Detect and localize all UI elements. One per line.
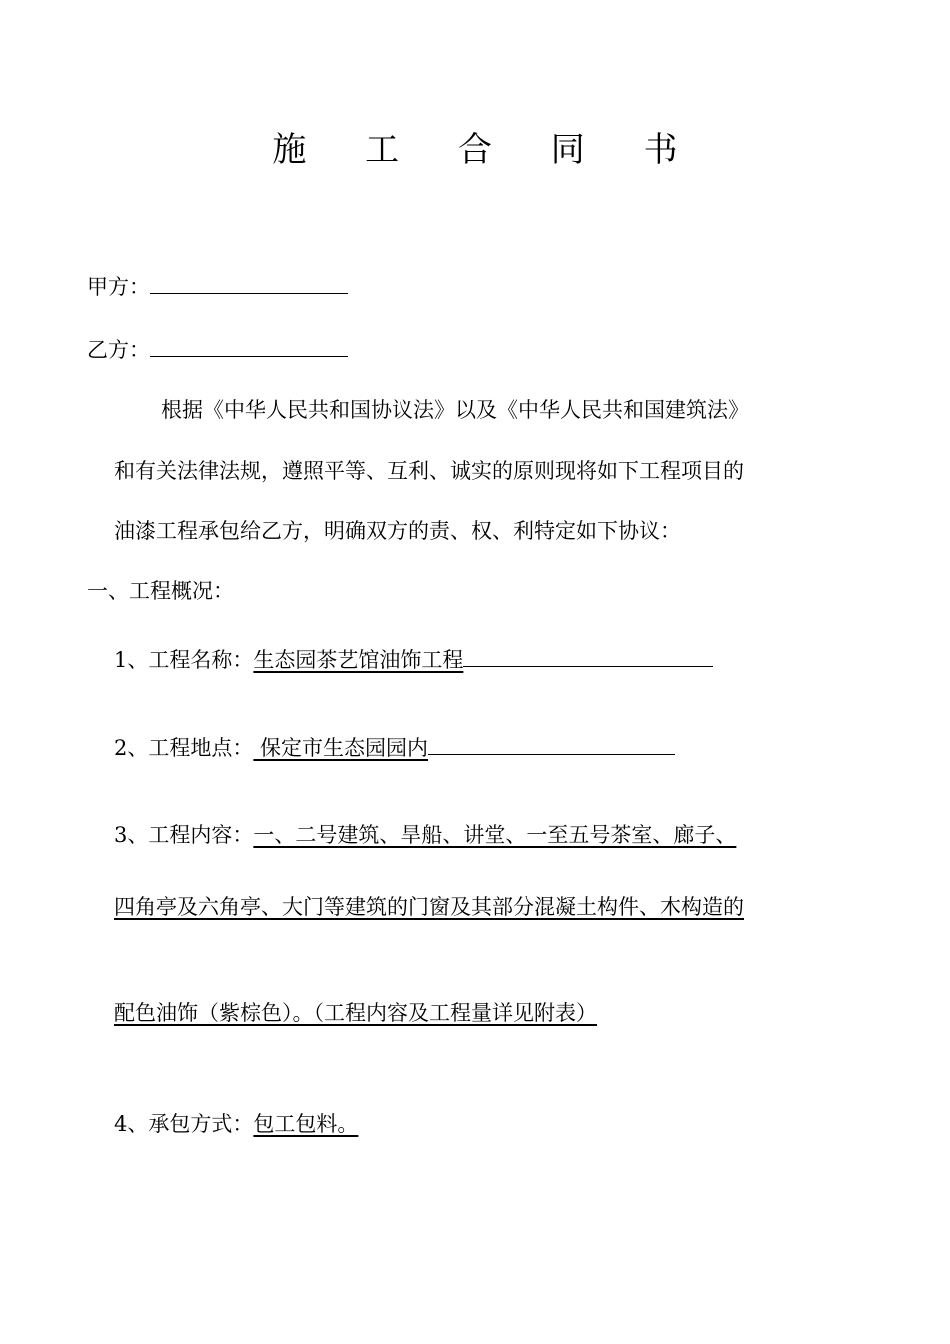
item-1-line [114,646,713,674]
item-4-line [114,1110,358,1138]
item-3-value-line-3: 配色油饰（紫棕色）。（工程内容及工程量详见附表） [114,1001,597,1025]
party-b-line [87,336,348,364]
party-b-label: 乙方： [87,338,150,362]
item-4-label: 4、承包方式： [114,1112,254,1136]
section-1-heading: 一、工程概况： [87,579,234,603]
document-title: 施 工 合 同 书 [272,130,702,170]
item-2-fill [428,734,675,755]
party-a-blank [150,273,348,294]
item-2-line [114,734,675,762]
item-1-fill [463,646,713,667]
item-3-value-line-2: 四角亭及六角亭、大门等建筑的门窗及其部分混凝土构件、木构造的 [114,895,744,919]
item-4-value: 包工包料。 [253,1112,359,1136]
item-1-value: 生态园茶艺馆油饰工程 [253,648,464,672]
party-a-line [87,273,348,301]
item-3-line [114,821,736,849]
party-a-label: 甲方： [87,275,150,299]
preamble-line-1: 根据《中华人民共和国协议法》以及《中华人民共和国建筑法》 [161,398,749,422]
preamble-line-3: 油漆工程承包给乙方，明确双方的责、权、利特定如下协议： [114,519,681,543]
item-3-label: 3、工程内容： [114,823,254,847]
preamble-line-2: 和有关法律法规，遵照平等、互利、诚实的原则现将如下工程项目的 [114,459,744,483]
item-2-label: 2、工程地点： [114,736,254,760]
item-2-value: 保定市生态园园内 [253,736,429,760]
party-b-blank [150,336,348,357]
item-1-label: 1、工程名称： [114,648,254,672]
item-3-value-line-1: 一、二号建筑、旱船、讲堂、一至五号茶室、廊子、 [253,823,737,847]
